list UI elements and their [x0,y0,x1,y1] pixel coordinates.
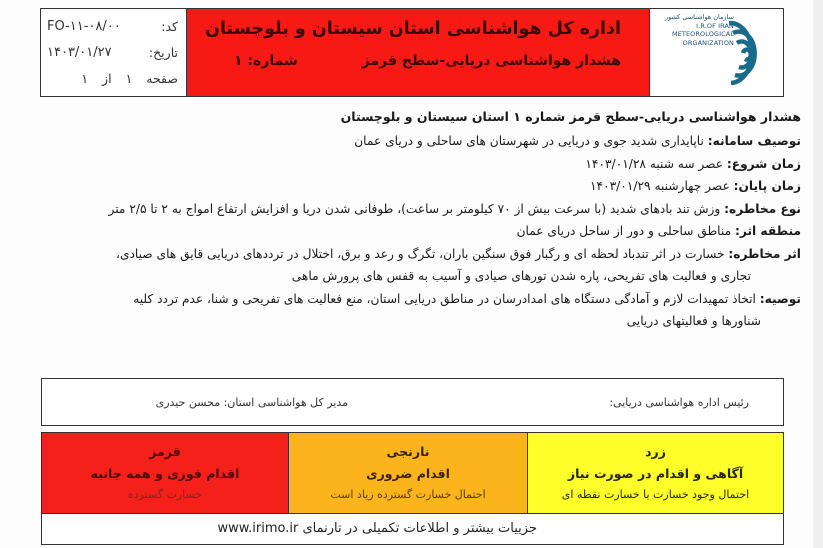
page-label: صفحه [146,70,178,86]
warning-heading: هشدار هواشناسی دریایی-سطح قرمز شماره ۱ استان سیستان و بلوچستان [340,109,801,124]
field-value: وزش تند بادهای شدید (با سرعت بیش از ۷۰ کیلومتر بر ساعت)، طوفانی شدن دریا و افزایش ارتفاع امواج به ۲ تا ۲/۵ متر [108,201,725,216]
field-hazard-impact [0,243,801,266]
warning-body [0,104,813,333]
code-row [47,13,178,39]
irimo-logo [649,9,783,96]
signature-box [41,378,784,426]
level-red [42,433,289,513]
website-footer: جزییات بیشتر و اطلاعات تکمیلی در تارنمای www.irimo.ir [42,514,783,544]
header-title-block [187,9,649,96]
field-hazard-impact-continued: تجاری و فعالیت های تفریحی، پاره شدن تورهای صیادی و آسیب به قفس های پرورش ماهی [291,269,751,283]
organization-title: اداره کل هواشناسی استان سیستان و بلوچستان [205,19,621,39]
warning-levels-legend [41,432,784,545]
level-yellow [528,433,783,513]
field-label: توصیف سامانه: [707,134,801,148]
page-of: از [102,70,112,86]
level-description: احتمال وجود خسارت یا خسارت نقطه ای [561,488,750,501]
level-name: زرد [645,444,666,459]
level-action: اقدام ضروری [366,466,450,481]
logo-en-line1: I.R.OF IRAN [696,21,734,30]
warning-subtitle-row [187,53,621,69]
level-orange [289,433,528,513]
warning-subtitle: هشدار هواشناسی دریایی-سطح قرمز [361,53,621,69]
page-total: ۱ [81,70,89,86]
field-value: مناطق ساحلی و دور از ساحل دریای عمان [516,224,735,238]
code-value: FO-۱۱-۰۸/۰۰ [47,18,121,34]
field-value: عصر سه شنبه ۱۴۰۳/۰۱/۲۸ [585,156,727,171]
field-recommendation-continued: شناورها و فعالیتهای دریایی [626,314,761,328]
logo-en-line2: METEOROLOGICAL [671,30,734,38]
logo-en-line3: ORGANIZATION [682,38,734,47]
page-row [47,65,178,91]
level-description: احتمال خسارت گسترده زیاد است [330,488,486,501]
field-value: ناپایداری شدید جوی و دریایی در شهرستان های ساحلی و دریای عمان [354,134,708,148]
code-label: کد: [161,18,178,34]
document-header [40,8,784,97]
field-value: اتخاذ تمهیدات لازم و آمادگی دستگاه های امدادرسان در مناطق دریایی استان، منع فعالیت های تفریحی و شنا، عدم تردد کلیه [133,291,760,306]
level-name: نارنجی [386,444,430,459]
field-label: توصیه: [759,291,801,306]
field-label: منطقه اثر: [734,224,801,238]
warning-number: شماره: ۱ [234,53,298,69]
date-label: تاریخ: [148,44,178,60]
field-affected-area [0,220,801,243]
level-action: اقدام فوری و همه جانبه [90,466,240,481]
field-system-description [0,130,801,153]
logo-fa-text: سازمان هواشناسی کشور [664,13,734,21]
level-name: قرمز [149,444,181,459]
field-end-time [0,175,801,198]
document-meta [41,9,187,96]
field-label: زمان پایان: [733,179,801,193]
field-label: زمان شروع: [726,156,801,171]
field-hazard-type [0,198,801,221]
spiral-logo-icon [723,15,779,93]
page-edge [813,0,823,548]
date-row [47,39,178,65]
page-indicator [81,71,178,86]
level-description: خسارت گسترده [127,488,203,501]
marine-head-signature: رئیس اداره هواشناسی دریایی: [609,396,749,409]
field-value: خسارت در اثر تندباد لحظه ای و رگبار فوق سنگین باران، تگرگ و رعد و برق، اختلال در ترددهای دریایی قایق های صیادی، [116,246,729,261]
field-value: عصر چهارشنبه ۱۴۰۳/۰۱/۲۹ [589,179,734,193]
field-recommendation [0,288,801,311]
level-action: آگاهی و اقدام در صورت نیاز [567,466,744,481]
levels-row [42,433,783,514]
director-signature: مدیر کل هواشناسی استان: محسن حیدری [155,396,348,409]
field-start-time [0,153,801,176]
field-label: اثر مخاطره: [728,246,801,261]
date-value: ۱۴۰۳/۰۱/۲۷ [47,44,112,60]
field-label: نوع مخاطره: [724,201,801,216]
page-current: ۱ [125,70,133,86]
